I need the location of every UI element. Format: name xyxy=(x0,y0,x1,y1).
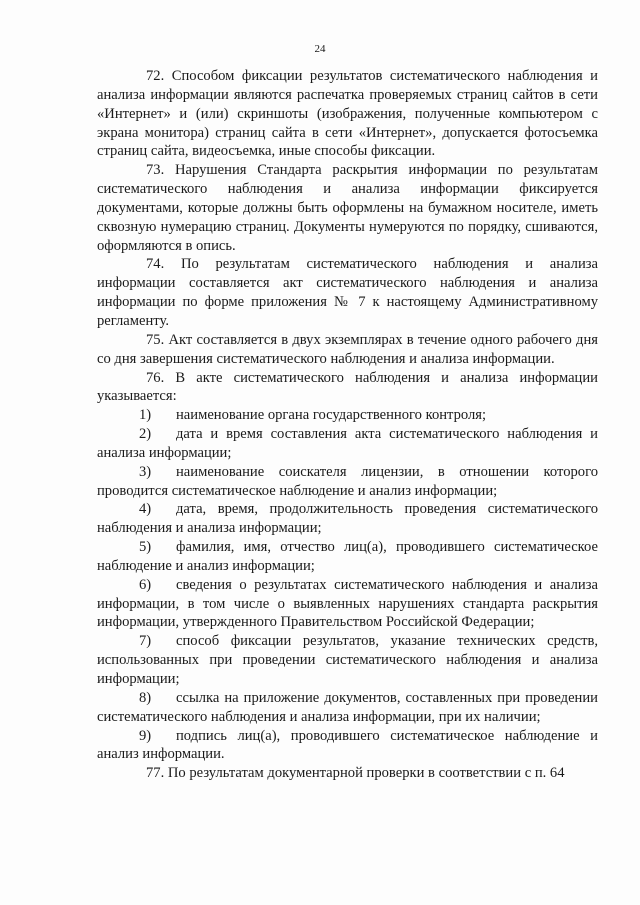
list-item-text: подпись лиц(а), проводившего систематическое наблюдение и анализ информации. xyxy=(97,727,598,763)
list-item-number: 4) xyxy=(139,501,152,518)
list-item-2 xyxy=(97,425,598,463)
paragraph-77: 77. По результатам документарной проверки в соответствии с п. 64 xyxy=(146,765,565,782)
list-item-text: дата, время, продолжительность проведения систематического наблюдения и анализа информации; xyxy=(97,501,598,537)
list-item-text: ссылка на приложение документов, составленных при проведении систематического наблюдения и анализа информации, при их наличии; xyxy=(97,689,598,725)
list-item-number: 5) xyxy=(139,539,152,556)
list-item-9 xyxy=(97,727,598,765)
list-item-text: дата и время составления акта систематического наблюдения и анализа информации; xyxy=(97,426,598,461)
list-item-number: 1) xyxy=(139,407,152,424)
paragraph-73: 73. Нарушения Стандарта раскрытия информации по результатам систематического наблюдения и анализа информации фиксируется документами, которые должны быть оформлены на бумажном носителе, иметь сквозную нумерацию страниц. Документы нумеруются по порядку, сшиваются, оформляются в опись. xyxy=(97,162,598,254)
list-item-1 xyxy=(97,406,598,425)
list-item-text: фамилия, имя, отчество лиц(а), проводившего систематическое наблюдение и анализ информации; xyxy=(97,539,598,574)
list-item-number: 8) xyxy=(139,689,152,706)
list-item-4 xyxy=(97,500,598,538)
paragraph-76: 76. В акте систематического наблюдения и анализа информации указывается: xyxy=(97,369,598,405)
list-item-text: сведения о результатах систематического наблюдения и анализа информации, в том числе о выявленных нарушениях стандарта раскрытия информации, утвержденного Правительством Российской Федерации; xyxy=(97,576,598,631)
list-item-text: наименование соискателя лицензии, в отношении которого проводится систематическое наблюдение и анализ информации; xyxy=(97,463,598,499)
paragraph-75: 75. Акт составляется в двух экземплярах в течение одного рабочего дня со дня завершения систематического наблюдения и анализа информации. xyxy=(97,331,598,367)
list-item-7 xyxy=(97,632,598,689)
document-body xyxy=(97,67,598,783)
paragraph-72: 72. Способом фиксации результатов систематического наблюдения и анализа информации являются распечатка проверяемых страниц сайтов в сети «Интернет» и (или) скриншоты (изображения, полученные компьютером с экрана монитора) страниц сайта в сети «Интернет», допускается фотосъемка страниц сайта, видеосъемка, иные способы фиксации. xyxy=(97,68,598,160)
list-item-number: 3) xyxy=(139,463,152,480)
list-item-8 xyxy=(97,689,598,727)
list-item-text: наименование органа государственного контроля; xyxy=(176,407,487,424)
paragraph-74: 74. По результатам систематического наблюдения и анализа информации составляется акт систематического наблюдения и анализа информации по форме приложения № 7 к настоящему Административному регламенту. xyxy=(97,256,598,329)
list-item-3 xyxy=(97,463,598,501)
list-item-number: 6) xyxy=(139,576,152,593)
list-item-6 xyxy=(97,576,598,633)
list-item-text: способ фиксации результатов, указание технических средств, использованных при проведении систематического наблюдения и анализа информации; xyxy=(97,633,598,687)
list-item-number: 9) xyxy=(139,727,152,744)
list-item-number: 7) xyxy=(139,633,152,650)
page-number: 24 xyxy=(314,43,326,55)
list-item-5 xyxy=(97,538,598,576)
list-item-number: 2) xyxy=(139,426,152,443)
